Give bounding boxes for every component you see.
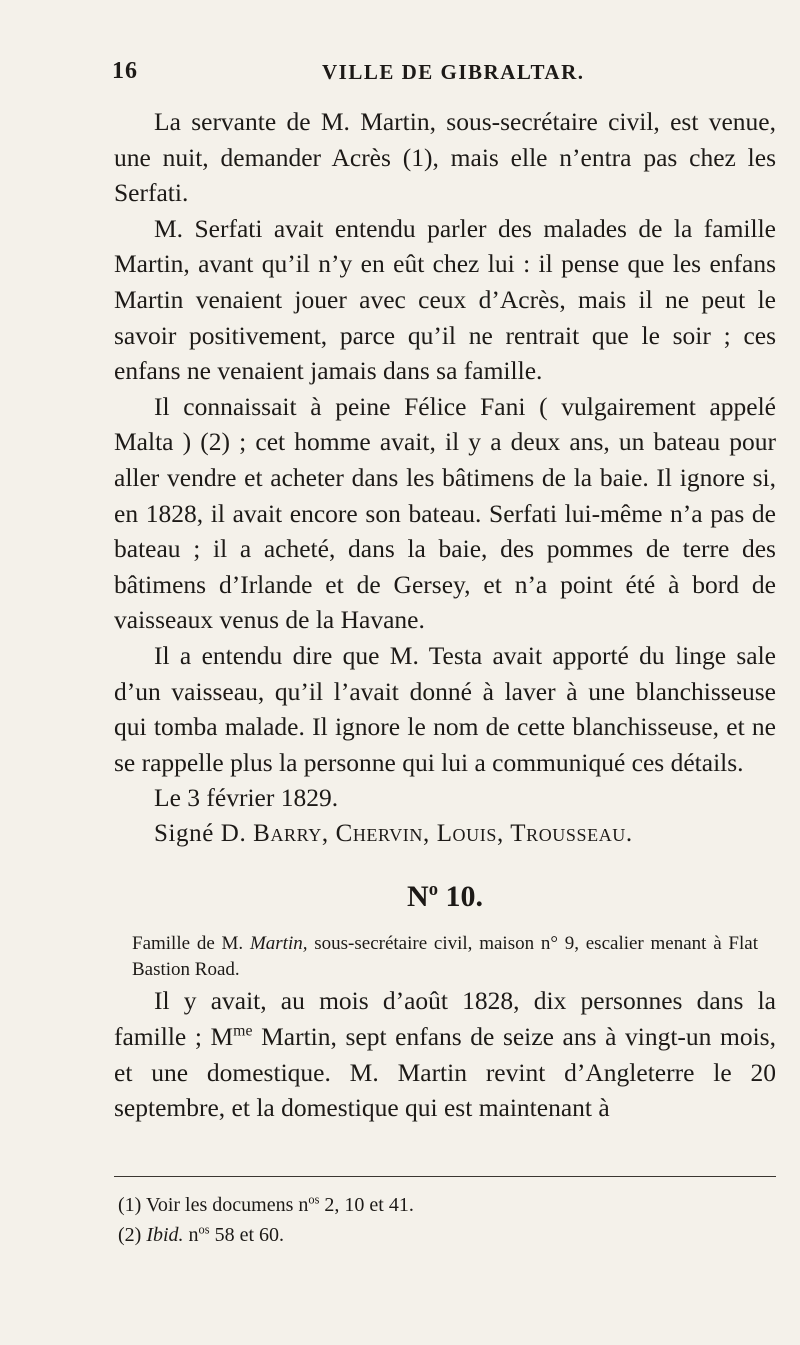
section-paragraph-after: Martin, sept enfans de seize ans à vingt-un mois, et une domestique. M. Martin revint d’Angleterre le 20 septembre, et la domestique qui est maintenant à — [114, 1022, 776, 1123]
caption-name: Martin, — [249, 933, 308, 955]
paragraph-1: La servante de M. Martin, sous-secrétaire civil, est venue, une nuit, demander Acrès (1), mais elle n’entra pas chez les Serfati. — [114, 107, 776, 208]
footnote-1-after: 2, 10 et 41. — [319, 1194, 414, 1216]
footnote-1-text: Voir les documens n — [145, 1194, 309, 1216]
caption-before: Famille de M. — [132, 933, 250, 955]
section-number-value: 10. — [437, 880, 483, 914]
footnote-2-sup: os — [198, 1222, 210, 1237]
page-header — [112, 58, 792, 88]
footnotes — [118, 1190, 768, 1250]
footnote-1-sup: os — [308, 1192, 320, 1207]
running-title: VILLE DE GIBRALTAR. — [322, 60, 585, 84]
paragraph-2: M. Serfati avait entendu parler des malades de la famille Martin, avant qu’il n’y en eût chez lui : il pense que les enfans Martin venaient jouer avec ceux d’Acrès, mais il ne peut le savoir positivement, parce qu’il ne rentrait que le soir ; ces enfans ne venaient jamais dans sa famille. — [114, 213, 776, 386]
footnote-2-ibid: Ibid. — [146, 1224, 184, 1246]
section-number-prefix: N — [407, 880, 429, 914]
footnote-2-mark: (2) — [118, 1224, 142, 1246]
section-number — [114, 877, 776, 917]
caption-after: sous-secrétaire civil, maison n° 9, escalier menant à Flat Bastion Road. — [132, 933, 758, 981]
footnote-rule — [114, 1176, 776, 1177]
page-number: 16 — [112, 58, 138, 84]
footnote-1 — [118, 1190, 768, 1220]
signature-date: Le 3 février 1829. — [154, 783, 339, 813]
section-caption — [114, 931, 776, 983]
footnote-1-mark: (1) — [118, 1194, 142, 1216]
footnote-2-after: 58 et 60. — [209, 1224, 285, 1246]
main-text — [114, 104, 776, 1126]
signatory-names: Barry, Chervin, Louis, Trousseau. — [253, 819, 633, 847]
footnote-2 — [118, 1220, 768, 1250]
signature-line — [114, 816, 776, 852]
paragraph-3: Il connaissait à peine Félice Fani ( vulgairement appelé Malta ) (2) ; cet homme avait, il y a deux ans, un bateau pour aller vendre et acheter dans les bâtimens de la baie. Il ignore si, en 1828, il avait encore son bateau. Serfati lui-même n’a pas de bateau ; il a acheté, dans la baie, des pommes de terre des bâtimens d’Irlande et de Gersey, et n’a point été à bord de vaisseaux venus de la Havane. — [114, 391, 776, 635]
paragraph-4: Il a entendu dire que M. Testa avait apporté du linge sale d’un vaisseau, qu’il l’avait donné à laver à une blanchisseuse qui tomba malade. Il ignore le nom de cette blanchisseuse, et ne se rappelle plus la personne qui lui a communiqué ces détails. — [114, 640, 776, 777]
footnote-2-text: n — [183, 1224, 199, 1246]
section-number-sup: o — [428, 879, 438, 901]
section-paragraph-before: Il y avait, au mois d’août 1828, dix personnes dans la famille ; M — [114, 986, 776, 1052]
section-paragraph — [114, 983, 776, 1125]
section-paragraph-sup: me — [233, 1022, 253, 1040]
signed-label: Signé D. — [154, 819, 247, 847]
